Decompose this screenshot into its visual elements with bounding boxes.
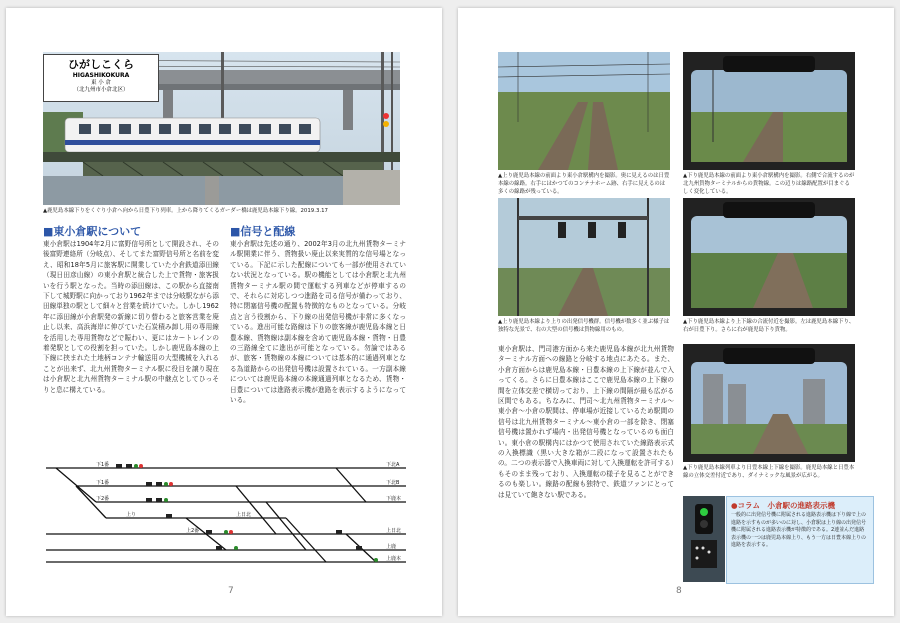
station-name-sign xyxy=(43,54,159,102)
top-photo-caption: ▲鹿児島本線下りをくぐり小倉へ向から日豊下り列車。上から降りてくるガーダー橋は鹿児島本線下り線。2019.3.17 xyxy=(43,208,328,214)
diagram-label: 上2番 xyxy=(186,528,200,534)
track-photo-5 xyxy=(683,344,855,462)
diagram-label: 下2番 xyxy=(96,496,110,502)
diagram-label: 下1番 xyxy=(96,462,110,468)
page-number: 8 xyxy=(676,586,682,596)
column-title: ●コラム 小倉駅の進路表示機 xyxy=(731,501,835,510)
station-name-romaji: HIGASHIKOKURA xyxy=(72,72,130,79)
section-text-about: 東小倉駅は1904年2月に富野信号所として開設され、その後富野連絡所（分岐点）、そしてまた富野信号所と名前を変え、昭和18年5月に旅客駅に開業していた小倉鉄道添田線（現日田彦山線）の東小倉駅と統合した上で貨物・旅客扱いを行う駅となった。当時の添田線は、この駅から直接南下して城野駅に向かっており1962年までは分岐駅ながら添田線単独の駅として細々と営業を続けていた。しかし1962年に添田線が小倉駅発の新線に切り替わると旅客営業を廃止し以来、高浜海岸に伸びていた石炭積み卸し用の専用線を活用した専用貨物などで賑わい、更にはカートレインの着発駅としての役割を担っていた。しかし鹿児島本線の上下線に挟まれた土地柄コンテナ輸送用の大型機械を入れることが出来ず、北九州貨物ターミナル駅に役目を譲り現在は小倉駅と北九州貨物ターミナル駅の中継点としてひっそりと息に構えている。 xyxy=(43,240,219,394)
diagram-label: 上り xyxy=(126,512,137,518)
photo-caption-3: ▲上り鹿児島本線より上りの出発信号機群。信号機が数多く並ぶ様子は独特な光景で、右の大型の信号機は貨物線用のもの。 xyxy=(498,319,670,333)
column-text: 一般的に出発信号機に附属される進路表示機は下り線で上の進路を示すものが多いのに対し、小倉駅は上り線の出発信号機に附属される進路表示機が特徴的である。2連並んだ進路表示機の一つは鹿児島本線上り、もう一方は日豊本線上りの進路を表示する。 xyxy=(731,512,867,549)
station-name-kanji: 東 小 倉 xyxy=(91,80,111,86)
photo-caption-1: ▲上り鹿児島本線の前面より東小倉駅構内を撮影。奥に見えるのは日豊本線の線路。右手にはかつてのコンテナホーム跡、右手に見えるのは多くの線路が残っている。 xyxy=(498,173,670,195)
diagram-label: 下鹿本 xyxy=(386,496,402,502)
section-heading-signals: ■信号と配線 xyxy=(230,225,296,238)
photo-caption-4: ▲下り鹿児島本線より上下線の合流付近を撮影。左は鹿児島本線下り、右が日豊下り。さらに右が鹿児島下り貨物。 xyxy=(683,319,855,333)
diagram-label: 上鹿本 xyxy=(386,556,402,562)
track-photo-2 xyxy=(683,52,855,170)
page-number: 7 xyxy=(228,586,234,596)
track-photo-1 xyxy=(498,52,670,170)
diagram-label: 下北B xyxy=(386,480,400,486)
left-page xyxy=(6,8,442,616)
photo-caption-2: ▲下り鹿児島本線の前面より東小倉駅構内を撮影。右側で合流するのが北九州貨物ターミナルからの貨物線。この辺りは線路配置が目まぐるしく変化している。 xyxy=(683,173,855,195)
station-area: （北九州市小倉北区） xyxy=(73,87,129,93)
diagram-label: 下北A xyxy=(386,462,400,468)
photo-caption-5: ▲下り鹿児島本線列車より日豊本線上下線を撮影。鹿児島本線と日豊本線の立体交差付近であり、ダイナミックな風景が広がる。 xyxy=(683,465,855,479)
signal-photo-3 xyxy=(498,198,670,316)
column-box xyxy=(726,496,874,584)
diagram-label: 上日北 xyxy=(386,528,402,534)
section-heading-about: ■東小倉駅について xyxy=(43,225,142,238)
track-layout-diagram xyxy=(36,456,414,571)
station-name-kana: ひがしこくら xyxy=(68,58,134,71)
main-text: 東小倉駅は、門司港方面から来た鹿児島本線が北九州貨物ターミナル方面への線路と分岐する地点にあたる。また、小倉方面からは鹿児島本線・日豊本線の上下線が並んで入ってくる。さらに日豊本線はここで鹿児島本線の上下線の間を立体交差で横切っており、上下線の間隔が最も広がる区間でもある。ちなみに、門司～北九州貨物ターミナル～東小倉～小倉の駅間は、停車場が近接しているため駅間の信号は北九州貨物ターミナル～東小倉の一部を除き、閉塞信号機は置かれず場内・出発信号機となっているのも面白い。東小倉の駅構内にはかつて使用されていた線路表示式の入換標識（黒い大きな箱が二段になって設置されたもの。二つの表示器で入換車両に対して入換運転を許可する）もそのまま残っており、入換運転の様子を見ることができるのも楽しい。線路の配線も独特で、鉄道ファンにとっては見ていて飽きない駅である。 xyxy=(498,345,674,499)
diagram-label: 上日北 xyxy=(236,512,252,518)
section-text-signals: 東小倉駅は先述の通り、2002年3月の北九州貨物ターミナル駅開業に伴う、貨物扱い廃止以来実質的な信号場となっている。下記に示した配線についても一部が使用されていない状況となっている。駅の機能としては小倉駅と北九州貨物ターミナル駅の間で運転する列車などが停車するので、それらに対応しつつ進路を司る信号が備わっており、特に閉塞信号機の配置も特徴的なものとなっている。分岐点と言う役割から、下り線の出発信号機が非常に多くなっている。進出可能な路線は下りの旅客線が鹿児島本線と日豊本線、貨物線は副本線を含めて鹿児島本線・貨物・日豊の三路線全てに進出が可能となっている。勿論ではあるが、旅客・貨物線の本線については基本的に通過列車となる為道路からの出発信号機は設置されている。一方副本線については鹿児島本線の本線通過列車となるため、貨物・日豊については進路表示機が進路を表示するようになっている。 xyxy=(230,240,406,405)
track-photo-4 xyxy=(683,198,855,316)
diagram-label: 上鹿 xyxy=(386,544,397,550)
diagram-label: 下1番 xyxy=(96,480,110,486)
route-indicator-photo xyxy=(683,496,725,582)
right-page xyxy=(458,8,894,616)
